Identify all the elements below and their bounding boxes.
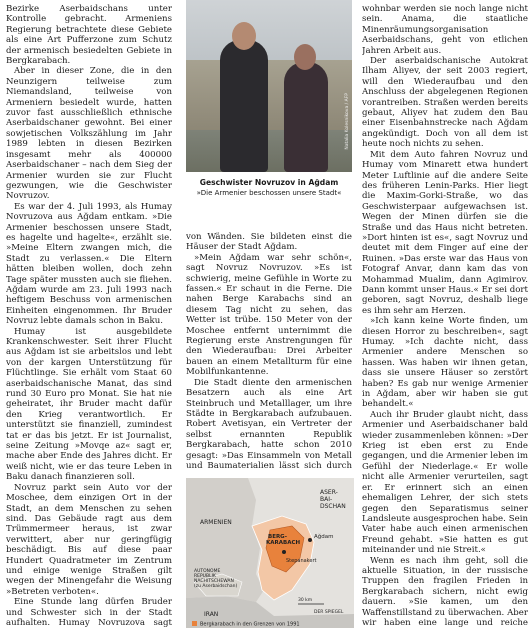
map-label-armenia: ARMENIEN [200, 519, 232, 526]
map-label-stepanakert: Stepanakert [286, 558, 317, 564]
map-legend-swatch [192, 621, 197, 626]
paragraph: »Mein Ağdam war sehr schön«, sagt Novruz Novruzov. »Es ist schwierig, meine Gefühle in Worte zu fassen.« Er schaut in die Ferne. Die nahen Berge Karabachs sind an diesem Tag nicht zu sehen, das Wetter ist trübe. 150 Meter von der Moschee entfernt unternimmt die Regierung erste Anstrengungen für den Wiederaufbau: Drei Arbeiter bauen an einem Metallturm für eine Mobilfunkantenne. [186, 252, 352, 378]
paragraph: Die Stadt diente den armenischen Besatzern auch als eine Art Steinbruch und Metalllager, um ihre Städte in Bergkarabach aufzubauen. Robert Avetisyan, ein Vertreter der selbst ernannten Republik Bergkarabach, hatte schon 2010 gesagt: »Das Einsammeln von Metall und Baumaterialien lässt sich durch [186, 377, 352, 470]
map-svg [186, 478, 354, 628]
paragraph: Bezirke Aserbaidschans unter Kontrolle gebracht. Armeniens Regierung betrachtete diese Gebiete als eine Art Pufferzone zum Schutz der armenisch besiedelten Gebiete in Bergkarabach. [6, 4, 172, 67]
photo-caption-subtitle: »Die Armenier beschossen unsere Stadt« [196, 189, 342, 197]
paragraph: Humay ist ausgebildete Krankenschwester. Seit ihrer Flucht aus Ağdam ist sie arbeitslos und lebt von der kargen Unterstützung für Flüchtlinge. Sie erhält vom Staat 60 aserbaidschanische Manat, das sind rund 30 Euro pro Monat. Sie hat nie geheiratet, ihr Bruder macht dafür den Krieg verantwortlich. Er unterstützt sie finanziell, zumindest tat er das bis jetzt. Er ist Journalist, seine Zeitung »Movqe az« sagt er, mache aber Ende des Jahres dicht. Er weiß nicht, wie er das teure Leben in Baku danach finanzieren soll. [6, 326, 172, 483]
map-stepanakert-dot [282, 550, 286, 554]
photo-woman-figure [284, 62, 328, 172]
region-map [186, 478, 354, 628]
photo-man-figure [220, 40, 268, 172]
paragraph: von Wänden. Sie bildeten einst die Häuser der Stadt Ağdam. [186, 232, 352, 253]
photo-man-head [232, 22, 256, 50]
paragraph: Es war der 4. Juli 1993, als Humay Novruzova aus Ağdam entkam. »Die Armenier beschossen unsere Stadt, es hagelte und hagelte«, erzählt sie. »Meine Eltern zwangen mich, die Stadt zu verlassen.« Die Eltern hätten bleiben wollen, doch zehn Tage später mussten auch sie fliehen. Ağdam wurde am 23. Juli 1993 nach heftigem Beschuss von armenischen Einheiten eingenommen. Ihr Bruder Novruz lebte damals schon in Baku. [6, 201, 172, 327]
map-label-iran: IRAN [204, 611, 219, 618]
paragraph: Mit dem Auto fahren Novruz und Humay vom Minarett etwa hundert Meter Luftlinie auf die andere Seite des früheren Lenin-Parks. Hier liegt die Maxim-Gorki-Straße, wo das Geschwisterpaar aufgewachsen ist. Wegen der Minen dürfen sie die Straße und das Haus nicht betreten. »Dort hinten ist es«, sagt Novruz und deutet mit dem Finger auf eine der Ruinen. »Das erste war das Haus von Fotograf Anvar, dann kam das von Mohammad Mualim, dann Agimirov. Dann kommt unser Haus.« Er sei dort geboren, sagt Novruz, deshalb liege es ihm sehr am Herzen. [362, 149, 528, 316]
paragraph: »Ich kann keine Worte finden, um diesen Horror zu beschreiben«, sagt Humay. »Ich dachte nicht, dass Armenier andere Menschen so hassen. Was haben wir ihnen getan, dass sie unsere Häuser so zerstört haben? Es gab nur wenige Armenier in Ağdam, aber wir haben sie gut behandelt.« [362, 316, 528, 410]
paragraph: Auch ihr Bruder glaubt nicht, dass Armenier und Aserbaidschaner bald wieder zusammenleben können: »Der Krieg ist eben erst zu Ende gegangen, und die Armenier leben im Gefühl der Niederlage.« Er wolle nicht alle Armenier verurteilen, sagt er. Er erinnert sich an einen ehemaligen Lehrer, der sich stets gegen den Separatismus seiner Landsleute ausgesprochen habe. Sein Vater habe auch einen armenischen Freund gehabt. »Sie hatten es gut miteinander und nie Streit.« [362, 409, 528, 556]
photo-woman-head [294, 44, 316, 70]
photo-siblings [186, 0, 352, 172]
article-column-3 [362, 4, 528, 628]
map-source-label: DER SPIEGEL [314, 610, 344, 615]
map-agdam-dot [308, 538, 312, 542]
map-label-agdam: Ağdam [314, 534, 334, 540]
map-label-azerbaijan: ASER-BAI-DSCHAN [320, 489, 346, 510]
paragraph: Wenn es nach ihm geht, soll die aktuelle Situation, in der russische Truppen den fragilen Frieden in Bergkarabach sichern, nicht ewig dauern. »Sie kamen, um den Waffenstillstand zu überwachen. Aber wir haben eine lange und reiche [362, 555, 528, 628]
map-legend-label: Bergkarabach in den Grenzen von 1991 [200, 621, 300, 628]
paragraph: wohnbar werden sie noch lange nicht sein. Anama, die staatliche Minenräumungsorganisation Aserbaidschans, geht von etlichen Jahren Arbeit aus. [362, 4, 528, 56]
paragraph: Eine Stunde lang dürfen Bruder und Schwester sich in der Stadt aufhalten. Humay Novruzova sagt [6, 597, 172, 628]
map-label-karabakh: BERG-KARABACH [266, 534, 301, 546]
photo-caption-title: Geschwister Novruzov in Ağdam [199, 178, 339, 187]
photo-figure [186, 0, 352, 208]
photo-credit: Natalia Kolesnikova / AFP [345, 93, 350, 150]
paragraph: Novruz parkt sein Auto vor der Moschee, dem einzigen Ort in der Stadt, an dem Menschen zu sehen sind. Das Gebäude ragt aus dem Trümmermeer heraus, ist zwar verwittert, aber nur geringfügig beschädigt. Bis auf diese paar Hundert Quadratmeter im Zentrum und einige wenige Straßen gilt wegen der Minengefahr die Weisung »Betreten verboten«. [6, 482, 172, 597]
map-label-nakhchivan: AUTONOME REPUBLIK NACHITSCHEWAN (zu Aserbaidschan) [194, 569, 238, 589]
article-column-1 [6, 4, 172, 628]
map-scale-label: 30 km [298, 598, 313, 603]
paragraph: Aber in dieser Zone, die in den Neunzigern teilweise zum Niemandsland, teilweise von Armeniern besiedelt wurde, hatten zuvor fast ausschließlich ethnische Aserbaidschaner gewohnt. Bei einer sowjetischen Volkszählung im Jahr 1989 lebten in diesen Bezirken insgesamt mehr als 400000 Aserbaidschaner – nach dem Sieg der Armenier wurden sie zur Flucht gezwungen, wie die Geschwister Novruzov. [6, 66, 172, 202]
paragraph: Der aserbaidschanische Autokrat Ilham Aliyev, der seit 2003 regiert, will den Wiederaufbau und den Anschluss der abgelegenen Regionen vorantreiben. Straßen werden bereits gebaut, Aliyev hat zudem den Bau einer Eisenbahnstrecke nach Ağdam angekündigt. Doch von all dem ist heute noch nichts zu sehen. [362, 56, 528, 150]
article-column-2 [186, 232, 352, 470]
